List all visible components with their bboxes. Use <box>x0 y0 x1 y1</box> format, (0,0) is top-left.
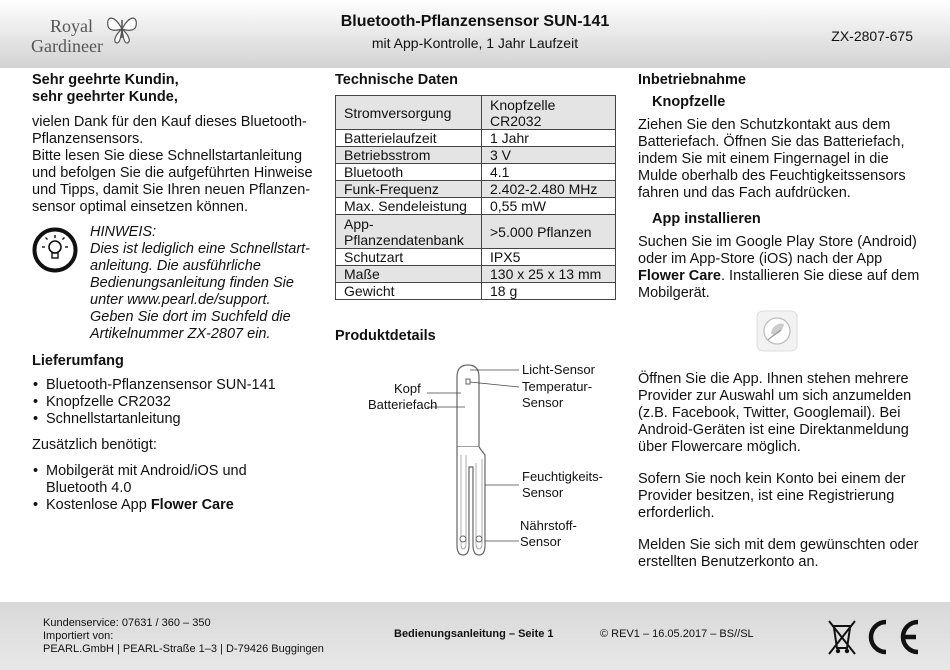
spec-label: Max. Sendeleistung <box>336 198 482 215</box>
spec-value: 4.1 <box>482 164 616 181</box>
text-line: . Installieren Sie diese auf dem <box>721 268 920 284</box>
scope-item: • Bluetooth-Pflanzensensor SUN-141 <box>32 377 317 394</box>
spec-value: 0,55 mW <box>482 198 616 215</box>
text-line: (z.B. Facebook, Twitter, Googlemail). Bei <box>638 405 901 421</box>
intro-line: und Tipps, damit Sie Ihren neuen Pflanzen- <box>32 182 311 198</box>
app-name: Flower Care <box>150 497 234 513</box>
text-line: indem Sie mit einem Fingernagel in die <box>638 151 889 167</box>
hint-line: Dies ist lediglich eine Schnellstart- <box>90 241 311 257</box>
article-code: ZX-2807-675 <box>831 28 913 44</box>
hint-line: Artikelnummer ZX-2807 ein. <box>90 326 271 342</box>
extra-item-line: Mobilgerät mit Android/iOS und <box>46 463 247 479</box>
spec-label: Stromversorgung <box>336 96 482 130</box>
hint-line: unter www.pearl.de/support. <box>90 292 271 308</box>
extra-item <box>32 497 317 514</box>
scope-item: • Knopfzelle CR2032 <box>32 394 317 411</box>
label-line: Nährstoff- <box>520 518 577 533</box>
text-line: Suchen Sie im Google Play Store (Android) <box>638 234 917 250</box>
table-row <box>336 249 616 266</box>
intro-line: vielen Dank für den Kauf dieses Bluetooth- <box>32 114 307 130</box>
text-line: Öffnen Sie die App. Ihnen stehen mehrere <box>638 371 909 387</box>
logo-text-line1: Royal <box>50 16 93 36</box>
text-line: Provider zur Auswahl um sich anzumelden <box>638 388 912 404</box>
greeting-line: sehr geehrter Kunde, <box>32 89 178 105</box>
imported-by: Importiert von: <box>43 630 114 642</box>
spec-label: Betriebsstrom <box>336 147 482 164</box>
spec-value: 1 Jahr <box>482 130 616 147</box>
hint-line: Bedienungsanleitung finden Sie <box>90 275 294 291</box>
intro-line: und befolgen Sie die aufgeführten Hinweise <box>32 165 313 181</box>
text-line: Sofern Sie noch kein Konto bei einem der <box>638 471 906 487</box>
battery-subheading: Knopfzelle <box>652 94 726 110</box>
certification-marks <box>826 616 926 661</box>
intro-line: Pflanzensensors. <box>32 131 144 147</box>
spec-label: Schutzart <box>336 249 482 266</box>
spec-value: IPX5 <box>482 249 616 266</box>
label-line: Sensor <box>522 485 564 500</box>
logo-text-line2: Gardineer <box>31 36 103 56</box>
flower-care-app-icon <box>756 310 798 352</box>
spec-value: Knopfzelle CR2032 <box>482 96 616 130</box>
spec-label: Gewicht <box>336 283 482 300</box>
open-app-paragraph <box>638 371 928 456</box>
spec-label: Bluetooth <box>336 164 482 181</box>
greeting-line: Sehr geehrte Kundin, <box>32 72 179 88</box>
tech-heading: Technische Daten <box>335 72 459 88</box>
text-line: Android-Geräten ist eine Direktanmeldung <box>638 422 909 438</box>
label-line: Temperatur- <box>522 379 593 394</box>
spec-table <box>335 95 616 300</box>
text-line: fahren und das Fach aufdrücken. <box>638 185 851 201</box>
page-footer <box>0 602 950 670</box>
column-intro <box>32 72 317 514</box>
extra-item-line: Bluetooth 4.0 <box>46 480 132 496</box>
text-line: Melden Sie sich mit dem gewünschten oder <box>638 537 919 553</box>
text-line: Mulde oberhalb des Feuchtigkeitssensors <box>638 168 906 184</box>
page-header <box>0 0 950 68</box>
spec-value: 3 V <box>482 147 616 164</box>
register-paragraph <box>638 471 928 522</box>
extra-heading: Zusätzlich benötigt: <box>32 437 157 453</box>
weee-ce-icons <box>826 616 926 658</box>
table-row <box>336 147 616 164</box>
spec-value: >5.000 Pflanzen <box>482 215 616 249</box>
text-line: Batteriefach. Öffnen Sie das Batteriefach, <box>638 134 905 150</box>
intro-line: Bitte lesen Sie diese Schnellstartanleitung <box>32 148 303 164</box>
ce-mark-icon <box>871 622 918 652</box>
column-setup <box>638 72 928 571</box>
label-light-sensor: Licht-Sensor <box>522 362 595 377</box>
app-name: Flower Care <box>638 268 721 284</box>
document-subtitle: mit App-Kontrolle, 1 Jahr Laufzeit <box>371 35 579 51</box>
text-line: oder im App-Store (iOS) nach der App <box>638 251 883 267</box>
hint-text <box>90 224 310 343</box>
spec-label: Maße <box>336 266 482 283</box>
page-indicator: Bedienungsanleitung – Seite 1 <box>394 628 554 640</box>
text-line: Mobilgerät. <box>638 285 710 301</box>
scope-item: • Schnellstartanleitung <box>32 411 317 428</box>
scope-heading: Lieferumfang <box>32 353 124 369</box>
revision-info: © REV1 – 16.05.2017 – BS//SL <box>600 628 754 640</box>
extra-item-text: Kostenlose App <box>46 497 151 513</box>
table-row <box>336 215 616 249</box>
document-title: Bluetooth-Pflanzensensor SUN-141 <box>340 13 610 30</box>
setup-heading: Inbetriebnahme <box>638 72 746 88</box>
spec-label: Funk-Frequenz <box>336 181 482 198</box>
customer-service: Kundenservice: 07631 / 360 – 350 <box>43 617 211 629</box>
text-line: erstellten Benutzerkonto an. <box>638 554 819 570</box>
label-moisture-sensor <box>522 469 603 501</box>
text-line: erforderlich. <box>638 505 715 521</box>
table-row <box>336 130 616 147</box>
battery-paragraph <box>638 117 928 202</box>
product-diagram <box>335 355 620 575</box>
table-row <box>336 283 616 300</box>
label-nutrient-sensor <box>520 518 577 550</box>
text-line: Provider besitzen, ist eine Registrierung <box>638 488 895 504</box>
table-row <box>336 181 616 198</box>
login-paragraph <box>638 537 928 571</box>
label-temp-sensor <box>522 379 592 411</box>
spec-value: 130 x 25 x 13 mm <box>482 266 616 283</box>
table-row <box>336 96 616 130</box>
footer-contact <box>43 617 324 656</box>
table-row <box>336 266 616 283</box>
weee-bin-icon <box>829 621 855 654</box>
hint-line: anleitung. Die ausführliche <box>90 258 261 274</box>
label-line: Sensor <box>522 395 564 410</box>
details-heading: Produktdetails <box>335 328 436 344</box>
label-battery: Batteriefach <box>368 397 438 412</box>
hint-box <box>32 224 317 343</box>
spec-label: Batterielaufzeit <box>336 130 482 147</box>
text-line: über Flowercare möglich. <box>638 439 801 455</box>
label-line: Sensor <box>520 534 562 549</box>
hint-line: Geben Sie dort im Suchfeld die <box>90 309 291 325</box>
greeting <box>32 72 317 106</box>
hint-title: HINWEIS: <box>90 224 157 240</box>
column-tech <box>335 72 620 575</box>
table-row <box>336 164 616 181</box>
intro-paragraph <box>32 114 317 216</box>
lightbulb-icon <box>32 227 78 273</box>
table-row <box>336 198 616 215</box>
spec-value: 18 g <box>482 283 616 300</box>
scope-list <box>32 377 317 428</box>
spec-label: App-Pflanzendatenbank <box>336 215 482 249</box>
company-address: PEARL.GmbH | PEARL-Straße 1–3 | D-79426 Buggingen <box>43 643 324 655</box>
extra-item <box>32 463 317 497</box>
text-line: Ziehen Sie den Schutzkontakt aus dem <box>638 117 891 133</box>
app-subheading: App installieren <box>652 211 761 227</box>
label-line: Feuchtigkeits- <box>522 469 603 484</box>
extra-list <box>32 463 317 514</box>
app-paragraph <box>638 234 928 302</box>
intro-line: sensor optimal einsetzen können. <box>32 199 249 215</box>
label-head: Kopf <box>394 381 421 396</box>
spec-value: 2.402-2.480 MHz <box>482 181 616 198</box>
